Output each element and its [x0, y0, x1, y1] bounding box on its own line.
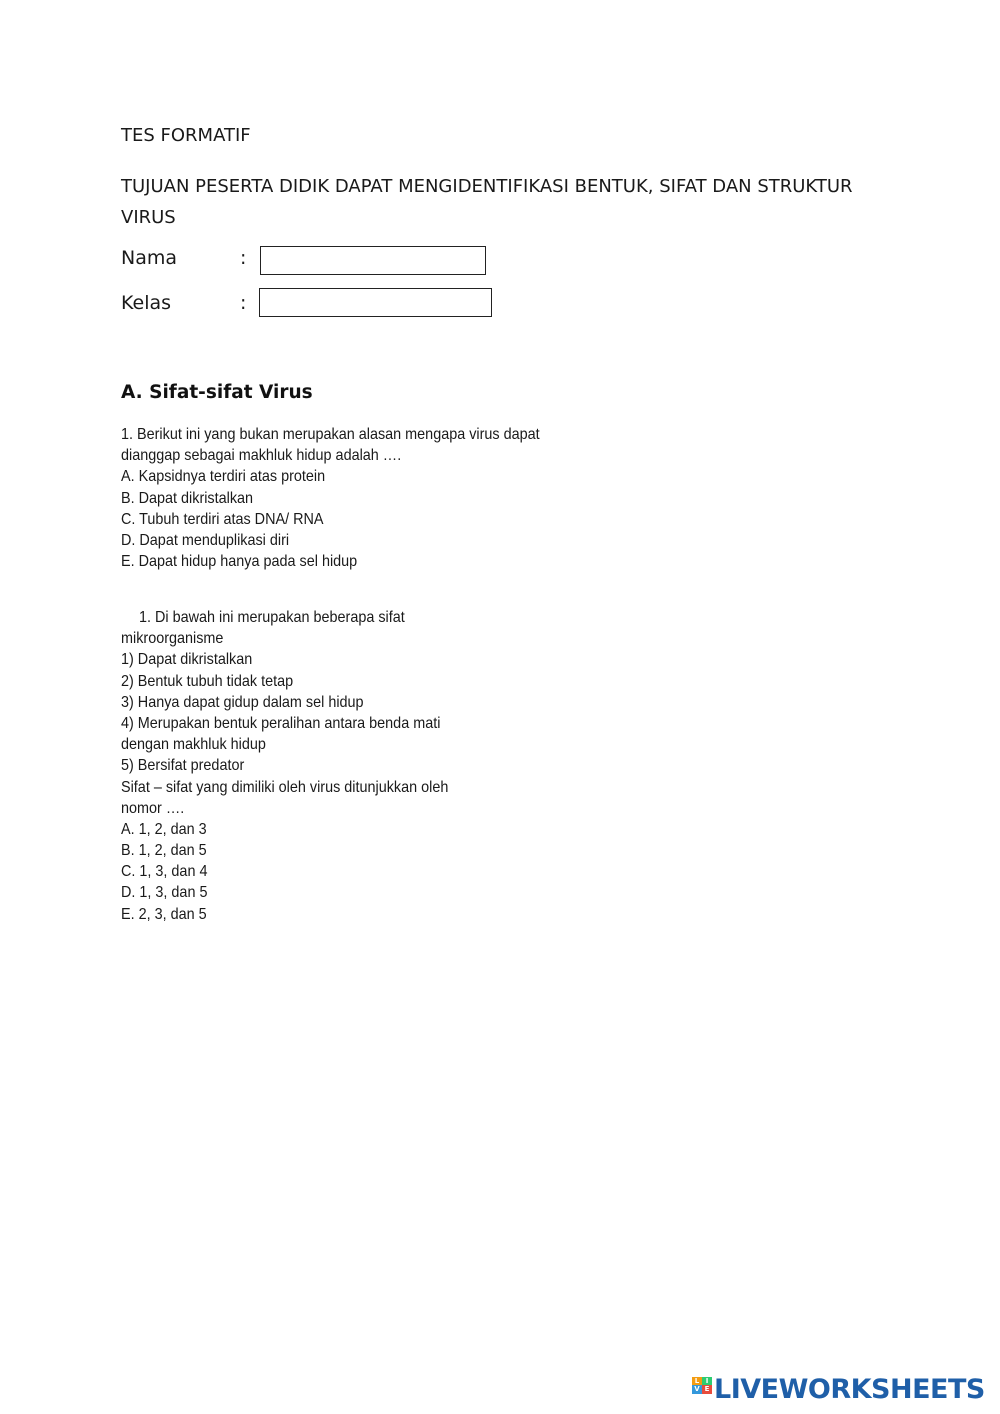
question-2-statement-3: 3) Hanya dapat gidup dalam sel hidup: [121, 693, 364, 711]
question-1-stem: 1. Berikut ini yang bukan merupakan alasan mengapa virus dapat: [121, 426, 540, 443]
question-2-statement-5: 5) Bersifat predator: [121, 757, 245, 775]
kelas-colon: :: [240, 292, 247, 314]
question-1-option-b: B. Dapat dikristalkan: [121, 489, 254, 507]
nama-label: Nama: [121, 247, 178, 269]
nama-colon: :: [240, 247, 247, 269]
question-2-option-e: E. 2, 3, dan 5: [121, 905, 207, 923]
kelas-label: Kelas: [121, 292, 172, 314]
worksheet-title: TES FORMATIF: [121, 125, 251, 146]
question-2-stem-cont: mikroorganisme: [121, 630, 224, 648]
question-1: [121, 424, 540, 572]
question-2-option-d: D. 1, 3, dan 5: [121, 884, 208, 902]
question-2-option-b: B. 1, 2, dan 5: [121, 842, 207, 860]
question-2-option-c: C. 1, 3, dan 4: [121, 863, 208, 881]
question-1-option-c: C. Tubuh terdiri atas DNA/ RNA: [121, 510, 324, 528]
logo-tile-l: L: [692, 1377, 702, 1385]
question-1-option-a: A. Kapsidnya terdiri atas protein: [121, 468, 326, 486]
liveworksheets-logo-text: LIVEWORKSHEETS: [714, 1374, 985, 1405]
question-2-stem: 1. Di bawah ini merupakan beberapa sifat: [139, 609, 405, 626]
question-1-option-d: D. Dapat menduplikasi diri: [121, 531, 290, 549]
logo-tile-e: E: [702, 1385, 712, 1394]
question-2-option-a: A. 1, 2, dan 3: [121, 820, 207, 838]
question-2-prompt-cont: nomor ….: [121, 799, 185, 817]
question-2-prompt: Sifat – sifat yang dimiliki oleh virus ditunjukkan oleh: [121, 778, 449, 796]
logo-tile-v: V: [692, 1385, 702, 1394]
question-2: [121, 607, 448, 925]
question-2-statement-4-cont: dengan makhluk hidup: [121, 736, 266, 754]
question-1-stem-cont: dianggap sebagai makhluk hidup adalah ….: [121, 447, 402, 465]
nama-input[interactable]: [260, 246, 486, 275]
section-heading: A. Sifat-sifat Virus: [121, 382, 313, 403]
learning-objective: TUJUAN PESERTA DIDIK DAPAT MENGIDENTIFIKASI BENTUK, SIFAT DAN STRUKTUR VIRUS: [121, 176, 853, 228]
liveworksheets-logo-icon: [692, 1377, 712, 1403]
question-2-statement-1: 1) Dapat dikristalkan: [121, 651, 253, 669]
question-2-statement-4: 4) Merupakan bentuk peralihan antara benda mati: [121, 714, 441, 732]
question-1-option-e: E. Dapat hidup hanya pada sel hidup: [121, 553, 358, 571]
kelas-input[interactable]: [259, 288, 492, 317]
liveworksheets-logo: [692, 1374, 985, 1406]
question-2-statement-2: 2) Bentuk tubuh tidak tetap: [121, 672, 294, 690]
logo-tile-i: I: [702, 1377, 712, 1385]
